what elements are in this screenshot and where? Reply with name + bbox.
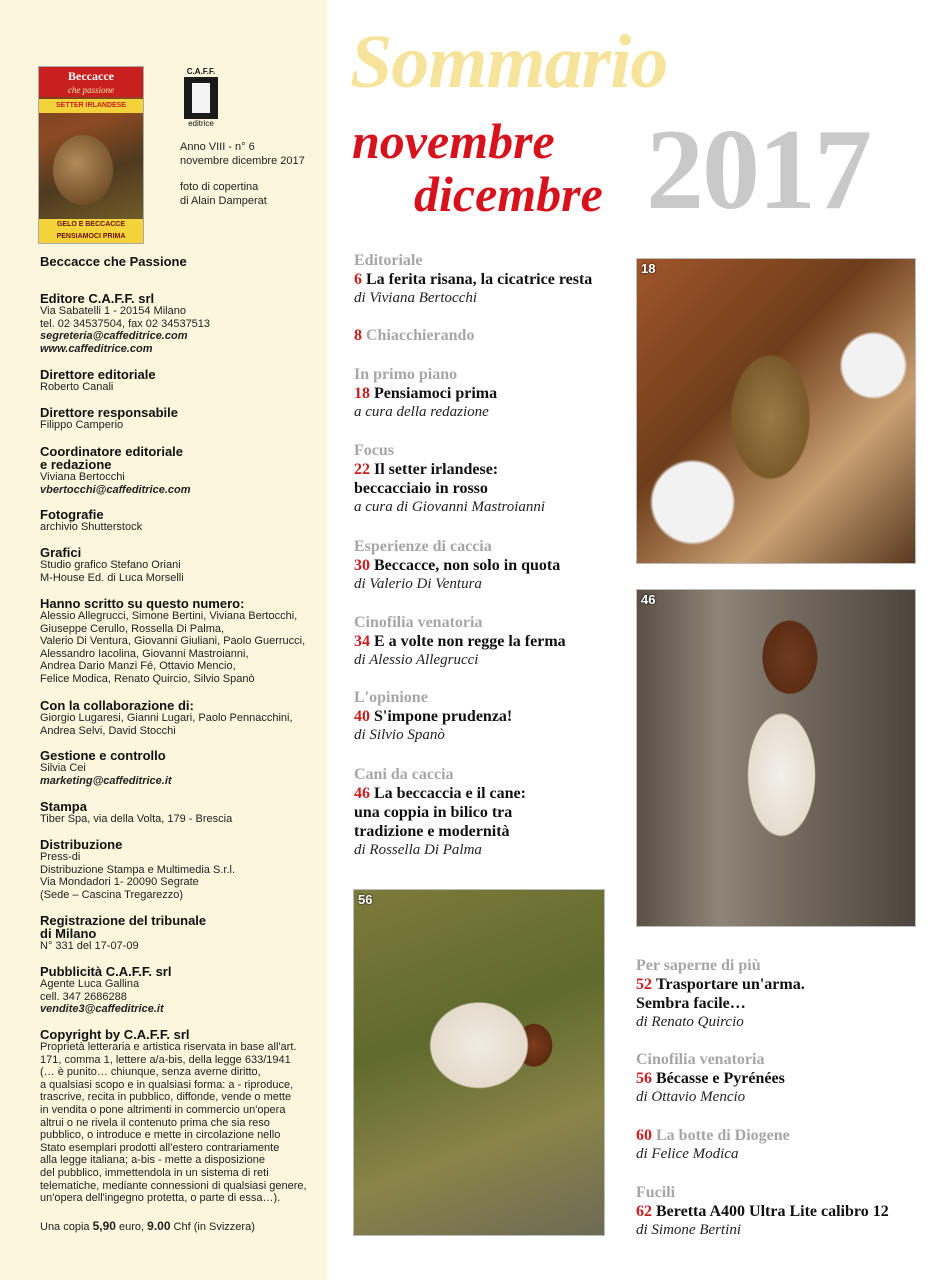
credit-heading: Coordinatore editoriale: [40, 444, 184, 459]
toc-entry[interactable]: [636, 1051, 785, 1106]
credit-block: [40, 1028, 325, 1205]
credit-block: [40, 292, 325, 355]
credit-line: 171, comma 1, lettere a/a-bis, della legge 633/1941: [40, 1053, 291, 1066]
credit-heading: Hanno scritto su questo numero:: [40, 596, 245, 611]
credit-block: [40, 508, 325, 534]
credit-line: Valerio Di Ventura, Giovanni Giuliani, Paolo Guerrucci,: [40, 635, 306, 648]
toc-title: tradizione e modernità: [354, 823, 510, 840]
credit-block: [40, 597, 325, 686]
toc-section: Cani da caccia: [354, 766, 454, 783]
credit-line: N° 331 del 17-07-09: [40, 940, 139, 952]
toc-entry[interactable]: [636, 1126, 790, 1163]
credit-line: Studio grafico Stefano Oriani: [40, 559, 181, 571]
toc-author: di Viviana Bertocchi: [354, 290, 478, 306]
credit-line: Silvia Cei: [40, 762, 86, 774]
credit-line: un'opera dell'ingegno protetta, o parte di essa…).: [40, 1192, 281, 1205]
price-line: Una copia 5,90 euro, 9.00 Chf (in Svizzera): [40, 1219, 255, 1233]
credit-line: Stato esemplari prodotti all'estero contrariamente: [40, 1141, 280, 1154]
toc-entry[interactable]: [636, 1184, 889, 1239]
toc-section: Focus: [354, 442, 394, 459]
toc-title: 22 Il setter irlandese:: [354, 461, 499, 478]
credit-line: Filippo Camperio: [40, 419, 124, 431]
toc-title: Sembra facile…: [636, 995, 746, 1012]
toc-author: di Alessio Allegrucci: [354, 652, 479, 668]
credit-heading: Direttore editoriale: [40, 367, 156, 382]
toc-author: a cura di Giovanni Mastroianni: [354, 499, 546, 515]
toc-entry[interactable]: [636, 957, 805, 1031]
toc-title: 34 E a volte non regge la ferma: [354, 633, 566, 650]
credit-block: [40, 546, 325, 584]
toc-section: Cinofilia venatoria: [354, 614, 483, 631]
toc-entry[interactable]: [354, 766, 526, 859]
credit-line: Via Mondadori 1- 20090 Segrate: [40, 876, 199, 889]
issue-info: Anno VIII - n° 6 novembre dicembre 2017: [180, 141, 305, 167]
credit-line: Andrea Dario Manzi Fé, Ottavio Mencio,: [40, 660, 236, 673]
credit-line: M-House Ed. di Luca Morselli: [40, 571, 184, 584]
toc-author: di Rossella Di Palma: [354, 842, 482, 858]
cover-masthead: Beccacce che passione: [39, 67, 143, 97]
toc-title: 60 La botte di Diogene: [636, 1127, 790, 1144]
credit-block: [40, 965, 325, 1016]
logo-mark-icon: [184, 77, 218, 119]
toc-page-number: 62: [636, 1203, 652, 1220]
spaniel-photo: [636, 589, 916, 927]
credit-link[interactable]: vbertocchi@caffeditrice.com: [40, 483, 191, 496]
credit-block: [40, 749, 325, 787]
credit-line: Giorgio Lugaresi, Gianni Lugari, Paolo Pennacchini,: [40, 712, 293, 724]
cover-thumbnail[interactable]: [38, 66, 144, 244]
credit-line: tel. 02 34537504, fax 02 34537513: [40, 317, 211, 330]
toc-section: Fucili: [636, 1184, 676, 1201]
credit-heading: Registrazione del tribunale: [40, 913, 207, 928]
toc-author: di Simone Bertini: [636, 1222, 741, 1238]
page-title: Sommario: [350, 20, 668, 104]
credit-link[interactable]: marketing@caffeditrice.it: [40, 774, 172, 787]
credit-line: Tiber Spa, via della Volta, 179 - Brescia: [40, 813, 233, 825]
photo-page-number: 46: [641, 592, 656, 607]
toc-entry[interactable]: [354, 366, 497, 421]
credit-line: Distribuzione Stampa e Multimedia S.r.l.: [40, 863, 236, 876]
credit-link[interactable]: www.caffeditrice.com: [40, 342, 153, 355]
toc-entry[interactable]: [354, 538, 560, 593]
credit-heading: Copyright by C.A.F.F. srl: [40, 1027, 190, 1042]
credit-block: [40, 914, 325, 953]
issue-month-2: dicembre: [414, 166, 603, 222]
cover-footer: GELO E BECCACCE PENSIAMOCI PRIMA: [39, 219, 143, 243]
toc-title: beccacciaio in rosso: [354, 480, 488, 497]
credit-heading: di Milano: [40, 926, 97, 941]
credit-heading: Con la collaborazione di:: [40, 698, 194, 713]
toc-title: una coppia in bilico tra: [354, 804, 513, 821]
toc-page-number: 60: [636, 1127, 652, 1144]
credit-heading: Grafici: [40, 545, 82, 560]
cover-dog-image: [53, 135, 113, 205]
credit-line: Alessandro Iacolina, Giovanni Mastroianni,: [40, 647, 249, 660]
credit-line: del pubblico, immettendola in un sistema di reti: [40, 1166, 269, 1179]
credit-line: Proprietà letteraria e artistica riservata in base all'art.: [40, 1041, 297, 1053]
cover-band: SETTER IRLANDESE: [39, 99, 143, 113]
credit-heading: Distribuzione: [40, 837, 123, 852]
credit-line: Agente Luca Gallina: [40, 978, 140, 990]
credit-block: [40, 699, 325, 737]
toc-page-number: 40: [354, 708, 370, 725]
toc-page-number: 34: [354, 633, 370, 650]
cover-credit: foto di copertina di Alain Damperat: [180, 181, 267, 207]
toc-page-number: 56: [636, 1070, 652, 1087]
credit-block: [40, 445, 325, 496]
toc-page-number: 18: [354, 385, 370, 402]
toc-entry[interactable]: [354, 614, 566, 669]
credit-line: Via Sabatelli 1 - 20154 Milano: [40, 305, 186, 317]
toc-section: Per saperne di più: [636, 957, 761, 974]
toc-entry[interactable]: [354, 689, 512, 744]
toc-title: 56 Bécasse e Pyrénées: [636, 1070, 785, 1087]
pointer-photo: [353, 889, 605, 1236]
credit-heading: Gestione e controllo: [40, 748, 166, 763]
credit-line: Andrea Selvi, David Stocchi: [40, 724, 176, 737]
credit-line: Alessio Allegrucci, Simone Bertini, Viviana Bertocchi,: [40, 610, 298, 622]
toc-title: 6 La ferita risana, la cicatrice resta: [354, 271, 593, 288]
photo-page-number: 18: [641, 261, 656, 276]
credit-line: trascrive, recita in pubblico, diffonde, vende o mette: [40, 1091, 292, 1104]
credit-line: in vendita o pone altrimenti in commercio un'opera: [40, 1103, 286, 1116]
credit-line: altrui o ne rivela il contenuto prima che sia reso: [40, 1116, 270, 1129]
credit-line: a qualsiasi scopo e in qualsiasi forma: a - riproduce,: [40, 1078, 294, 1091]
toc-page-number: 30: [354, 557, 370, 574]
toc-page-number: 52: [636, 976, 652, 993]
toc-title: 30 Beccacce, non solo in quota: [354, 557, 561, 574]
toc-title: 62 Beretta A400 Ultra Lite calibro 12: [636, 1203, 889, 1220]
toc-author: di Renato Quircio: [636, 1014, 744, 1030]
toc-title: 40 S'impone prudenza!: [354, 708, 513, 725]
toc-section: Esperienze di caccia: [354, 538, 492, 555]
credit-heading: Direttore responsabile: [40, 405, 178, 420]
credit-heading: Fotografie: [40, 507, 104, 522]
issue-month-1: novembre: [352, 113, 555, 169]
credit-block: [40, 406, 325, 432]
toc-section: In primo piano: [354, 366, 458, 383]
credit-line: Giuseppe Cerullo, Rossella Di Palma,: [40, 622, 225, 635]
toc-title: 52 Trasportare un'arma.: [636, 976, 805, 993]
publisher-logo: C.A.F.F. editrice: [182, 67, 220, 127]
credit-block: [40, 838, 325, 901]
credit-heading: Pubblicità C.A.F.F. srl: [40, 964, 172, 979]
toc-page-number: 6: [354, 271, 362, 288]
credit-line: alla legge italiana; a-bis - mette a disposizione: [40, 1154, 266, 1167]
credit-heading: e redazione: [40, 457, 112, 472]
credit-heading: Editore C.A.F.F. srl: [40, 291, 155, 306]
toc-entry[interactable]: [354, 326, 474, 345]
toc-title: 8 Chiacchierando: [354, 327, 475, 344]
toc-author: di Silvio Spanò: [354, 727, 445, 743]
toc-author: di Felice Modica: [636, 1146, 739, 1162]
toc-title: 46 La beccaccia e il cane:: [354, 785, 526, 802]
credit-line: Press-di: [40, 851, 81, 863]
issue-year: 2017: [646, 106, 870, 234]
woodcock-photo: [636, 258, 916, 564]
credit-line: telematiche, mediante connessioni di qualsiasi genere,: [40, 1179, 307, 1192]
toc-entry[interactable]: [354, 442, 545, 516]
toc-section: L'opinione: [354, 689, 428, 706]
toc-author: di Valerio Di Ventura: [354, 576, 482, 592]
credit-line: (… è punito… chiunque, senza averne diritto,: [40, 1066, 261, 1079]
credit-line: pubblico, o introduce e mette in circolazione nello: [40, 1129, 281, 1142]
credit-link[interactable]: vendite3@caffeditrice.it: [40, 1003, 164, 1016]
credit-heading: Stampa: [40, 799, 87, 814]
toc-page-number: 22: [354, 461, 370, 478]
credit-line: (Sede – Cascina Tregarezzo): [40, 888, 184, 901]
credit-line: Roberto Canali: [40, 381, 114, 393]
magazine-title: Beccacce che Passione: [40, 254, 187, 269]
credit-line: cell. 347 2686288: [40, 990, 127, 1003]
toc-author: di Ottavio Mencio: [636, 1089, 746, 1105]
credit-block: [40, 368, 325, 394]
credit-line: archivio Shutterstock: [40, 521, 143, 533]
credit-block: [40, 800, 325, 826]
toc-author: a cura della redazione: [354, 404, 489, 420]
credit-link[interactable]: segreteria@caffeditrice.com: [40, 330, 188, 343]
toc-section: Editoriale: [354, 252, 423, 269]
toc-title: 18 Pensiamoci prima: [354, 385, 498, 402]
toc-page-number: 46: [354, 785, 370, 802]
toc-entry[interactable]: [354, 252, 592, 307]
toc-section: Cinofilia venatoria: [636, 1051, 765, 1068]
credit-line: Viviana Bertocchi: [40, 471, 125, 483]
photo-page-number: 56: [358, 892, 373, 907]
toc-page-number: 8: [354, 327, 362, 344]
credit-line: Felice Modica, Renato Quircio, Silvio Spanò: [40, 672, 255, 685]
